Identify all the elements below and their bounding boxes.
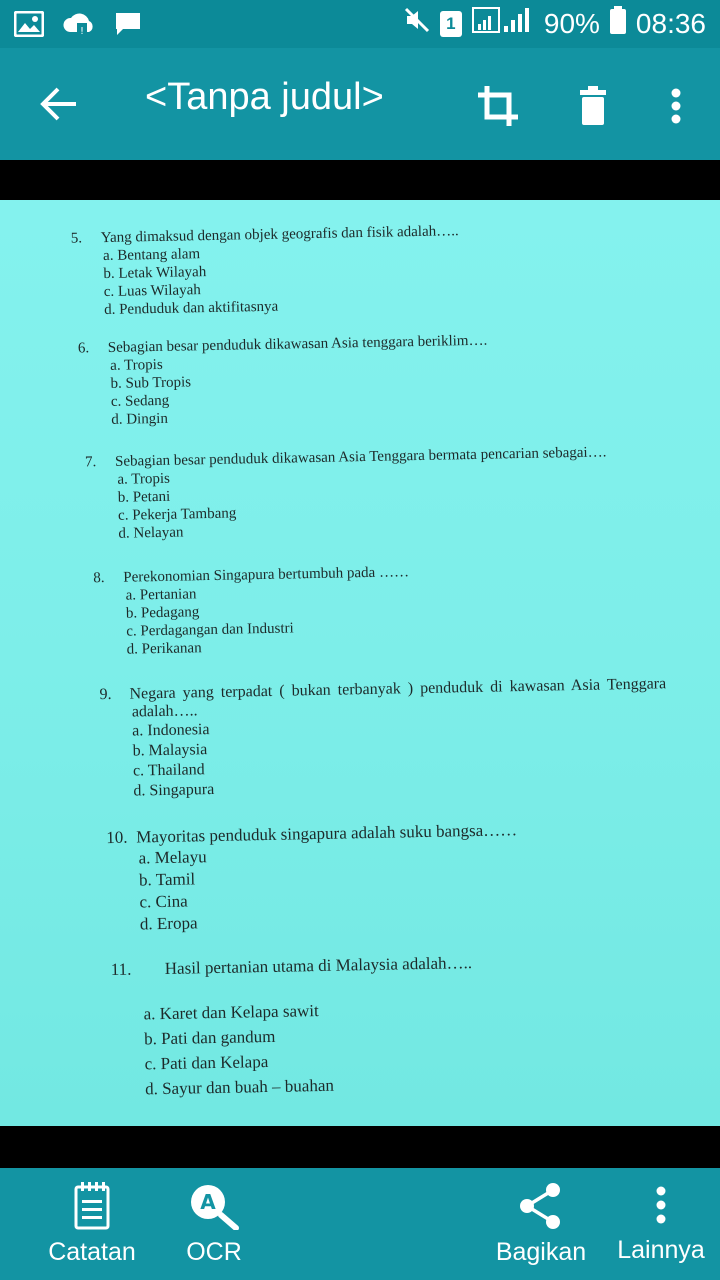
option: b. Tamil: [138, 869, 196, 890]
trash-icon: [578, 86, 608, 126]
option: c. Sedang: [110, 392, 170, 410]
sim-icon: 1: [440, 11, 462, 37]
question-10: [106, 820, 519, 936]
option: d. Sayur dan buah – buahan: [144, 1075, 335, 1099]
question-9: [99, 675, 668, 802]
question-stem-continued: adalah…..: [131, 702, 198, 721]
message-icon: [114, 10, 142, 42]
option: c. Luas Wilayah: [103, 282, 201, 301]
option: b. Letak Wilayah: [103, 264, 207, 283]
option: a. Tropis: [110, 356, 163, 374]
option: b. Malaysia: [132, 741, 208, 760]
option: c. Pati dan Kelapa: [144, 1052, 269, 1074]
bagikan-label: Bagikan: [495, 1238, 587, 1266]
catatan-label: Catatan: [48, 1238, 136, 1266]
option: d. Nelayan: [118, 524, 184, 542]
option: c. Thailand: [132, 761, 205, 780]
option: d. Singapura: [133, 780, 215, 800]
svg-text:!: !: [79, 26, 85, 37]
lainnya-label: Lainnya: [617, 1236, 705, 1264]
question-7: [85, 444, 608, 543]
crop-icon: [476, 84, 520, 128]
gallery-icon: [14, 11, 44, 41]
mute-icon: [404, 7, 430, 40]
more-options-button[interactable]: [652, 78, 700, 134]
option: a. Melayu: [138, 847, 207, 868]
option: a. Karet dan Kelapa sawit: [143, 1001, 319, 1024]
question-stem: 7. Sebagian besar penduduk dikawasan Asia Tenggara bermata pencarian sebagai….: [84, 444, 607, 471]
question-stem: 6. Sebagian besar penduduk dikawasan Asia tenggara beriklim….: [77, 332, 488, 357]
option: c. Perdagangan dan Industri: [126, 620, 294, 640]
document-page: [0, 200, 720, 1126]
image-letterbox-top: [0, 160, 720, 200]
document-image[interactable]: [0, 200, 720, 1126]
bottom-action-bar: [0, 1168, 720, 1280]
option: d. Perikanan: [126, 640, 202, 658]
share-icon: [519, 1182, 563, 1230]
signal-icon: [472, 6, 534, 41]
notes-icon: [74, 1182, 110, 1230]
question-stem: 8. Perekonomian Singapura bertumbuh pada ……: [93, 564, 410, 587]
option: a. Indonesia: [132, 721, 210, 740]
question-8: [93, 564, 410, 659]
battery-percent: 90%: [543, 7, 600, 39]
question-stem: 9. Negara yang terpadat ( bukan terbanyak ) penduduk di kawasan Asia Tenggara: [99, 675, 667, 704]
app-bar: [0, 48, 720, 160]
image-letterbox-bottom: [0, 1126, 720, 1168]
status-bar: [0, 0, 720, 48]
option: d. Penduduk dan aktifitasnya: [103, 298, 279, 319]
lainnya-button[interactable]: [608, 1168, 714, 1280]
option: b. Sub Tropis: [110, 374, 192, 392]
question-stem: 10. Mayoritas penduduk singapura adalah suku bangsa……: [106, 820, 518, 848]
option: a. Bentang alam: [102, 246, 201, 265]
delete-button[interactable]: [565, 78, 621, 134]
crop-button[interactable]: [470, 78, 526, 134]
battery-icon: [610, 6, 626, 41]
question-11: [111, 953, 475, 1102]
option: b. Pedagang: [125, 604, 200, 622]
option: b. Pati dan gandum: [143, 1026, 276, 1049]
option: a. Tropis: [117, 470, 171, 488]
option: a. Pertanian: [125, 586, 197, 604]
svg-text:A: A: [200, 1190, 216, 1214]
option: b. Petani: [117, 488, 171, 506]
catatan-button[interactable]: [30, 1168, 154, 1280]
back-button[interactable]: [30, 76, 86, 132]
more-vertical-icon: [671, 88, 681, 124]
option: c. Pekerja Tambang: [117, 505, 237, 524]
bagikan-button[interactable]: [486, 1168, 596, 1280]
ocr-button[interactable]: [172, 1168, 256, 1280]
page-title: <Tanpa judul>: [145, 76, 384, 118]
option: d. Eropa: [139, 913, 198, 934]
option: c. Cina: [139, 891, 188, 912]
question-stem: 5. Yang dimaksud dengan objek geografis dan fisik adalah…..: [70, 223, 459, 247]
back-arrow-icon: [38, 86, 78, 122]
option: d. Dingin: [111, 410, 169, 428]
question-stem: 11. Hasil pertanian utama di Malaysia adalah…..: [110, 953, 473, 980]
cloud-sync-icon: [62, 10, 96, 42]
ocr-label: OCR: [186, 1238, 242, 1266]
question-6: [78, 333, 489, 430]
clock: 08:36: [635, 7, 706, 39]
question-5: [71, 223, 461, 319]
more-vertical-icon: [656, 1186, 666, 1224]
ocr-search-icon: [188, 1182, 240, 1230]
